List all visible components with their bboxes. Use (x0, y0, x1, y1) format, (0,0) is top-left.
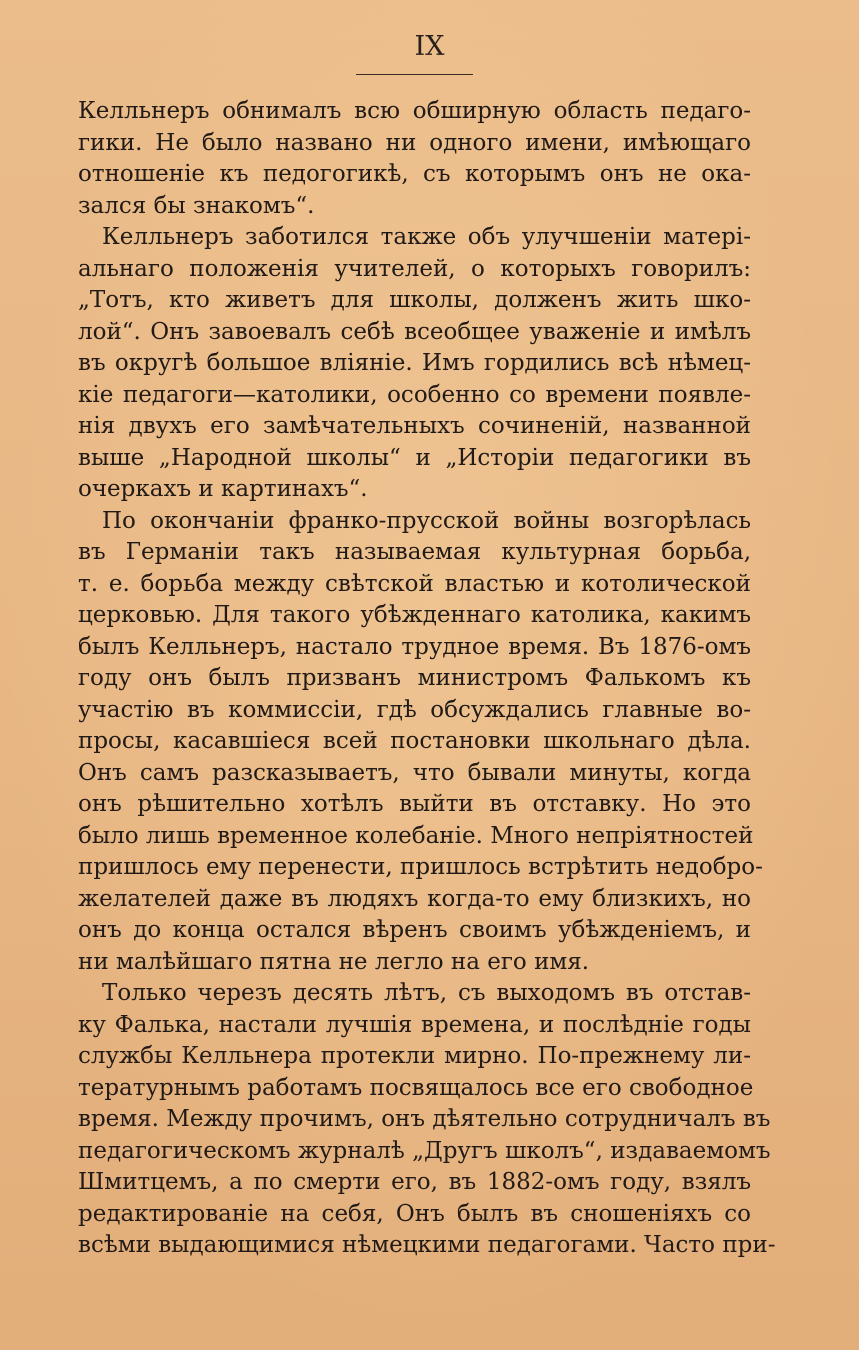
text-line: лой“. Онъ завоевалъ себѣ всеобщее уваженіе и имѣлъ (78, 318, 751, 345)
text-line: просы, касавшіеся всей постановки школьнаго дѣла. (78, 728, 751, 754)
text-line: въ Германіи такъ называемая культурная борьба, (78, 539, 751, 565)
text-line: отношеніе къ педогогикѣ, съ которымъ онъ не ока- (78, 161, 751, 187)
text-line: альнаго положенія учителей, о которыхъ говорилъ: (78, 255, 751, 282)
text-line: „Тотъ, кто живетъ для школы, долженъ жить шко- (78, 287, 751, 313)
text-line: было лишь временное колебаніе. Много непріятностей (78, 822, 754, 849)
text-line: тературнымъ работамъ посвящалось все его свободное (78, 1074, 754, 1101)
text-line: Келльнеръ заботился также объ улучшеніи матері- (102, 224, 751, 250)
text-line: очеркахъ и картинахъ“. (78, 476, 368, 502)
text-line: т. е. борьба между свѣтской властью и котолической (78, 570, 751, 597)
page-number: IX (414, 31, 445, 62)
text-line: время. Между прочимъ, онъ дѣятельно сотрудничалъ въ (78, 1106, 771, 1132)
text-line: кіе педагоги—католики, особенно со времени появле- (78, 381, 751, 408)
text-line: службы Келльнера протекли мирно. По-прежнему ли- (78, 1043, 751, 1069)
text-line: нія двухъ его замѣчательныхъ сочиненій, названной (78, 413, 751, 439)
text-line: Келльнеръ обнималъ всю обширную область педаго- (78, 98, 751, 124)
text-line: желателей даже въ людяхъ когда-то ему близкихъ, но (78, 885, 751, 912)
text-line: гики. Не было названо ни одного имени, имѣющаго (78, 129, 751, 156)
body-text (78, 96, 776, 1262)
text-line: всѣми выдающимися нѣмецкими педагогами. Часто при- (78, 1232, 776, 1258)
text-line: онъ до конца остался вѣренъ своимъ убѣжденіемъ, и (78, 917, 751, 943)
text-line: зался бы знакомъ“. (78, 192, 315, 219)
text-line: педагогическомъ журналѣ „Другъ школъ“, издаваемомъ (78, 1137, 771, 1164)
text-line: церковью. Для такого убѣжденнаго католика, какимъ (78, 602, 751, 628)
text-line: участію въ коммиссіи, гдѣ обсуждались главные во- (78, 696, 751, 723)
text-line: ни малѣйшаго пятна не легло на его имя. (78, 948, 590, 975)
text-line: Шмитцемъ, а по смерти его, въ 1882-омъ году, взялъ (78, 1169, 751, 1195)
text-line: По окончаніи франко-прусской войны возгорѣлась (102, 507, 751, 534)
text-line: Онъ самъ разсказываетъ, что бывали минуты, когда (78, 759, 751, 786)
text-line: ку Фалька, настали лучшія времена, и послѣдніе годы (78, 1011, 751, 1038)
text-line: былъ Келльнеръ, настало трудное время. Въ 1876-омъ (78, 633, 751, 660)
text-line: выше „Народной школы“ и „Исторіи педагогики въ (78, 444, 751, 471)
text-line: редактированіе на себя, Онъ былъ въ сношеніяхъ со (78, 1200, 751, 1227)
text-line: пришлось ему перенести, пришлось встрѣтить недобро- (78, 854, 763, 880)
text-line: въ округѣ большое вліяніе. Имъ гордились всѣ нѣмец- (78, 350, 751, 376)
text-line: году онъ былъ призванъ министромъ Фалькомъ къ (78, 665, 751, 691)
header-rule (356, 74, 473, 75)
text-line: Только черезъ десять лѣтъ, съ выходомъ въ отстав- (102, 980, 751, 1006)
text-line: онъ рѣшительно хотѣлъ выйти въ отставку. Но это (78, 791, 751, 817)
